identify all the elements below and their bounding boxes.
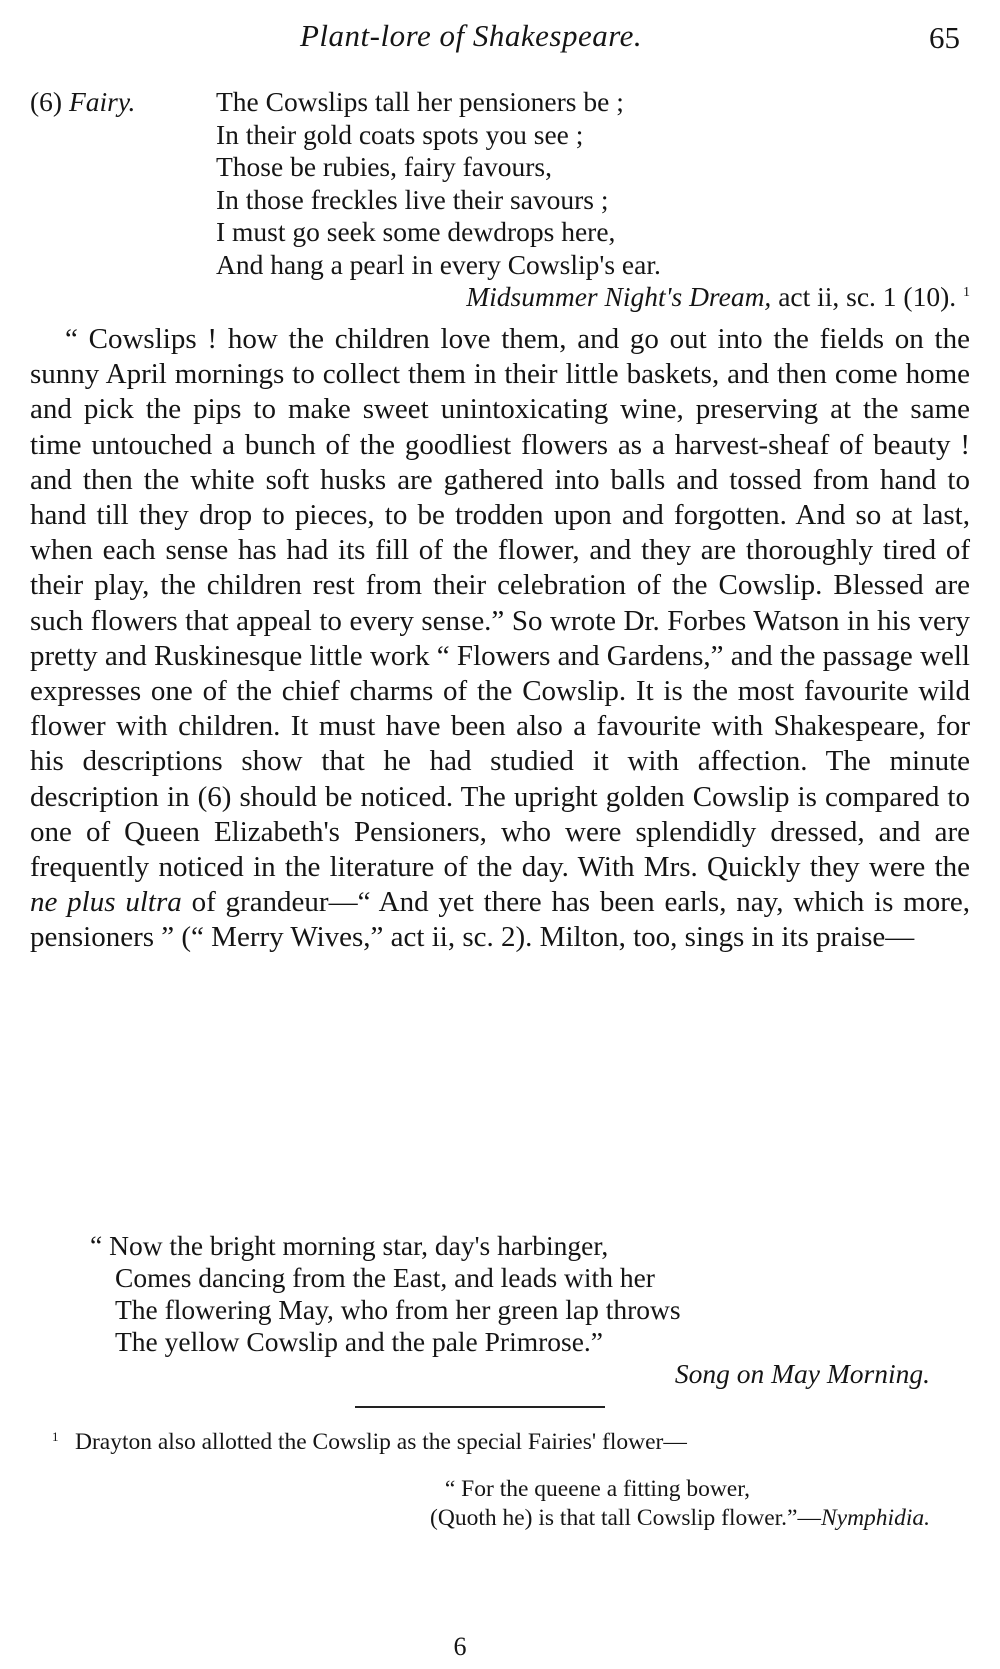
poem-line: In those freckles live their savours ; <box>216 183 609 215</box>
footnote-divider <box>355 1406 605 1408</box>
milton-line: Comes dancing from the East, and leads with her <box>115 1262 655 1293</box>
signature-mark: 6 <box>453 1632 467 1661</box>
poem-line: And hang a pearl in every Cowslip's ear. <box>216 248 661 280</box>
poem-citation-title: Midsummer Night's Dream, <box>466 281 772 312</box>
running-title: Plant-lore of Shakespeare. <box>300 18 643 53</box>
page-number: 65 <box>929 20 960 55</box>
footnote-marker: 1 <box>52 1429 59 1444</box>
footnote-reference[interactable]: 1 <box>963 284 970 300</box>
footnote-quote-line <box>30 1504 930 1533</box>
poem-citation-ref: act ii, sc. 1 (10). <box>778 281 957 312</box>
italic-phrase: ne plus ultra <box>30 886 182 919</box>
poem-citation <box>30 281 970 314</box>
body-text-part2: of grandeur—“ And yet there has been earls, nay, which is more, pensioners ” (“ Merry Wives,” act ii, sc. 2). Milton, too, sings in its praise— <box>30 886 970 954</box>
footnote <box>30 1428 970 1533</box>
body-text-part1: “ Cowslips ! how the children love them, and go out into the fields on the sunny April mornings to collect them in their little baskets, and then come home and pick the pips to make sweet unintoxicating wine, preserving at the same time untouched a bunch of the goodliest flowers as a harvest-sheaf of beauty ! and then the white soft husks are gathered into balls and tossed from hand to hand till they drop to pieces, to be trodden upon and forgotten. And so at last, when each sense has had its fill of the flower, and they are thoroughly tired of their play, the children rest from their celebration of the Cowslip. Blessed are such flowers that appeal to every sense.” So wrote Dr. Forbes Watson in his very pretty and Ruskinesque little work “ Flowers and Gardens,” and the passage well expresses one of the chief charms of the Cowslip. It is the most favourite wild flower with children. It must have been also a favourite with Shakespeare, for his descriptions show that he had studied it with affection. The minute description in (6) should be noticed. The upright golden Cowslip is compared to one of Queen Elizabeth's Pensioners, who were splendidly dressed, and are frequently noticed in the literature of the day. With Mrs. Quickly they were the <box>30 323 970 884</box>
milton-quote <box>30 1230 970 1390</box>
footnote-quote-line: “ For the queene a fitting bower, <box>444 1476 750 1502</box>
milton-line: The flowering May, who from her green lap throws <box>115 1294 681 1325</box>
footnote-text: Drayton also allotted the Cowslip as the special Fairies' flower— <box>75 1429 687 1455</box>
milton-line: The yellow Cowslip and the pale Primrose.” <box>115 1326 604 1357</box>
poem-line: In their gold coats spots you see ; <box>216 118 584 150</box>
footnote-quote-text: (Quoth he) is that tall Cowslip flower.”— <box>430 1505 821 1531</box>
milton-lines <box>90 1230 970 1358</box>
poem-lines <box>216 86 661 281</box>
page-header <box>0 18 1000 58</box>
poem-line: The Cowslips tall her pensioners be ; <box>216 86 624 117</box>
footnote-quote-source: Nymphidia. <box>820 1505 930 1531</box>
footnote-text-line <box>30 1428 970 1457</box>
milton-citation: Song on May Morning. <box>674 1358 930 1389</box>
footnote-quote <box>30 1475 930 1533</box>
body-paragraph <box>30 322 970 956</box>
poem-line: I must go seek some dewdrops here, <box>216 216 616 247</box>
poem-label-title: Fairy. <box>68 86 136 117</box>
poem-label <box>30 86 135 119</box>
poem-label-number: (6) <box>30 86 63 117</box>
poem-line: Those be rubies, fairy favours, <box>216 151 553 182</box>
milton-line: “ Now the bright morning star, day's harbinger, <box>90 1230 609 1261</box>
